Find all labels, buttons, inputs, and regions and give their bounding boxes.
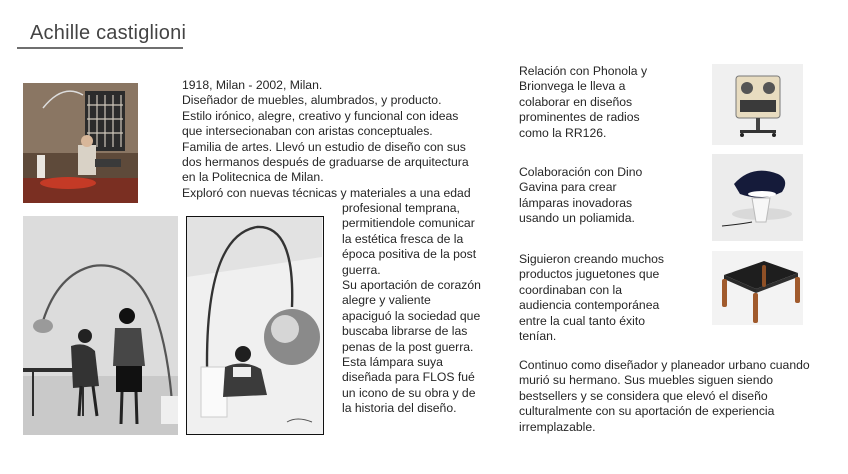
arco-line: guerra.: [342, 262, 381, 277]
toys-line: tenían.: [519, 329, 557, 344]
closing-paragraph: [519, 358, 810, 435]
bio-line: Diseñador de muebles, alumbrados, y producto.: [182, 93, 442, 108]
bio-line: dos hermanos después de graduarse de arquitectura: [182, 155, 469, 170]
toys-line: coordinaban con la: [519, 282, 622, 297]
closing-line: culturalmente con su aportación de experiencia: [519, 404, 775, 419]
arco-line: diseñada para FLOS fué: [342, 370, 475, 385]
gavina-line: Colaboración con Dino: [519, 165, 643, 179]
closing-line: bestsellers y se considera que elevó el diseño: [519, 388, 768, 403]
bio-line: Estilo irónico, alegre, creativo y funcional con ideas: [182, 108, 459, 123]
arco-line: apaciguó la sociedad que: [342, 308, 481, 323]
arco-line: la estética fresca de la: [342, 231, 464, 246]
snoopy-lamp-photo: [712, 154, 803, 241]
closing-line: irremplazable.: [519, 419, 596, 434]
gavina-paragraph: [519, 165, 642, 227]
arco-line: permitiendole comunicar: [342, 216, 475, 231]
arco-line: penas de la post guerra.: [342, 339, 474, 354]
phonola-line: prominentes de radios: [519, 110, 640, 125]
phonola-paragraph: [519, 64, 647, 141]
arco-line: un icono de su obra y de: [342, 385, 476, 400]
bio-line: 1918, Milan - 2002, Milan.: [182, 78, 323, 92]
toys-line: Siguieron creando muchos: [519, 252, 664, 266]
radio-rr126-photo: [712, 64, 803, 145]
bio-line: Familia de artes. Llevó un estudio de diseño con sus: [182, 139, 466, 154]
title-underline: [17, 47, 183, 49]
arco-lamp-man-photo: [186, 216, 324, 435]
arco-line: alegre y valiente: [342, 293, 431, 308]
gavina-line: Gavina para crear: [519, 180, 617, 195]
bio-line: en la Politecnica de Milan.: [182, 170, 324, 185]
closing-line: Continuo como diseñador y planeador urbano cuando: [519, 358, 810, 372]
page-title: Achille castiglioni: [30, 22, 187, 44]
bio-paragraph: [182, 78, 471, 201]
gavina-line: usando un poliamida.: [519, 211, 635, 226]
arco-line: época positiva de la post: [342, 247, 477, 262]
arco-lamp-people-photo: [23, 216, 178, 435]
closing-line: murió su hermano. Sus muebles siguen siendo: [519, 373, 774, 388]
phonola-line: colaborar en diseños: [519, 94, 633, 109]
arco-line: buscaba librarse de las: [342, 324, 468, 339]
arco-line: Su aportación de corazón: [342, 278, 481, 293]
arco-paragraph: [342, 201, 481, 417]
toys-line: entre la cual tanto éxito: [519, 313, 646, 328]
toys-paragraph: [519, 252, 664, 344]
bio-line: que intersecionaban con aristas conceptuales.: [182, 124, 433, 139]
arco-line: Esta lámpara suya: [342, 355, 443, 370]
gavina-line: lámparas inovadoras: [519, 195, 633, 210]
toys-line: audiencia contemporánea: [519, 298, 660, 313]
toys-line: productos juguetones que: [519, 267, 660, 282]
phonola-line: Brionvega le lleva a: [519, 79, 626, 94]
phonola-line: Relación con Phonola y: [519, 64, 648, 78]
arco-line: profesional temprana,: [342, 201, 460, 215]
arco-line: la historia del diseño.: [342, 401, 457, 416]
phonola-line: como la RR126.: [519, 125, 607, 140]
table-photo: [712, 251, 803, 325]
interior-photo: [23, 83, 138, 203]
bio-line: Exploró con nuevas técnicas y materiales a una edad: [182, 185, 471, 200]
